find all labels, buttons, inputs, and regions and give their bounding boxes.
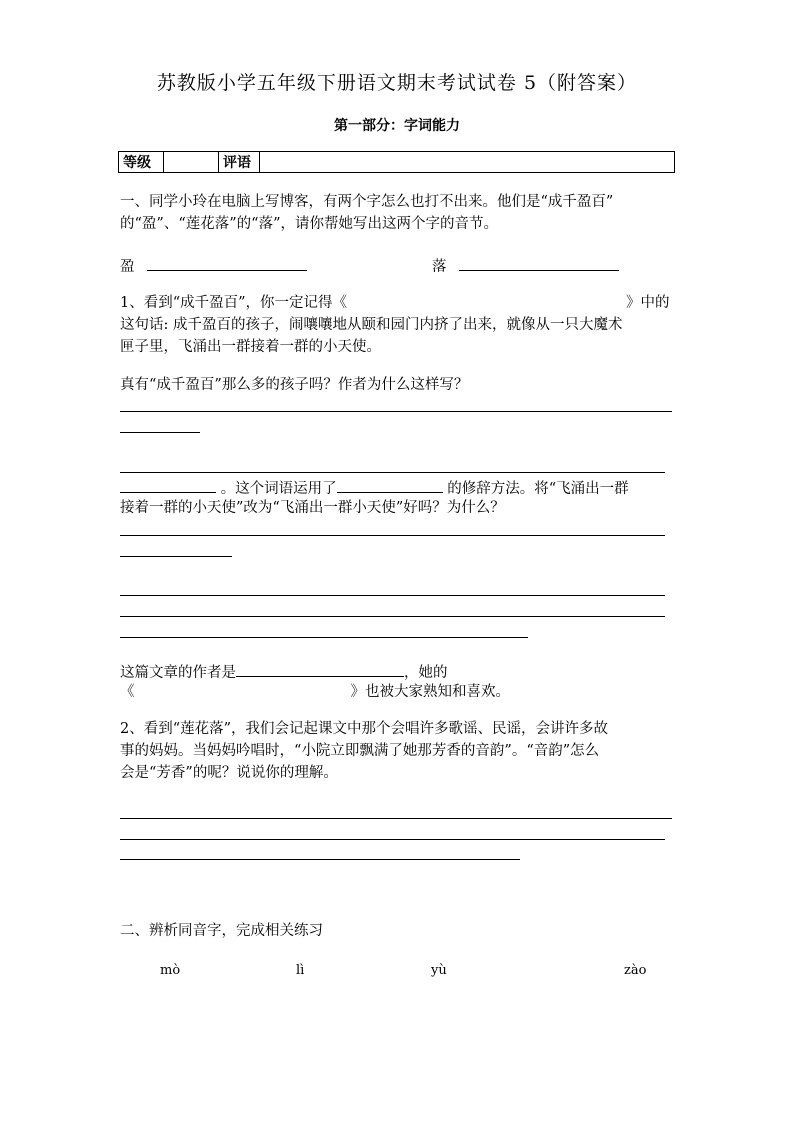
answer-line[interactable] (120, 859, 520, 860)
s1-question: 真有“成千盈百”那么多的孩子吗？作者为什么这样写？ (120, 377, 469, 393)
pinyin-label: lì (296, 963, 305, 978)
pinyin-item-b (432, 254, 619, 278)
page-title: 苏教版小学五年级下册语文期末考试试卷 5（附答案） (156, 72, 638, 94)
s2-line-2: 事的妈妈。当妈妈吟唱时，“小院立即飘满了她那芳香的音韵”。“音韵”怎么 (120, 743, 600, 759)
answer-line[interactable] (120, 818, 672, 819)
grade-label: 等级 (119, 152, 164, 173)
author-blank[interactable] (236, 660, 404, 677)
s1-line-1-start: 1、看到“成千盈百”，你一定记得《 (120, 295, 348, 311)
answer-line[interactable] (120, 411, 672, 412)
author-text-b: ，她的 (404, 665, 448, 681)
s1-work-line (120, 681, 510, 703)
q1-line-1: 一、同学小玲在电脑上写博客，有两个字怎么也打不出来。他们是“成千盈百” (120, 194, 614, 210)
pinyin-label: zào (624, 963, 647, 978)
author-text-a: 这篇文章的作者是 (120, 665, 236, 681)
char-b: 落 (432, 259, 447, 275)
rhetoric-type-blank[interactable] (337, 476, 443, 493)
grade-table (118, 151, 675, 173)
answer-line[interactable] (120, 556, 232, 557)
char-a: 盈 (120, 259, 135, 275)
pinyin-blank-a[interactable] (147, 254, 307, 271)
grade-value-cell[interactable] (164, 152, 219, 173)
q2-heading: 二、辨析同音字，完成相关练习 (120, 923, 323, 939)
s2-line-3: 会是“芳香”的呢？说说你的理解。 (120, 765, 338, 781)
q1-line-2: 的“盈”、“莲花落”的“落”，请你帮她写出这两个字的音节。 (120, 216, 498, 232)
pinyin-blank-b[interactable] (459, 254, 619, 271)
answer-line[interactable] (120, 595, 665, 596)
work-text-a: 《 (120, 684, 135, 700)
s1-line-1-end: 》中的 (626, 295, 670, 311)
comment-value-cell[interactable] (260, 152, 675, 173)
pinyin-label: yù (431, 963, 447, 978)
section-title: 第一部分：字词能力 (334, 118, 460, 134)
s1-line-2: 这句话: 成千盈百的孩子，闹嚷嚷地从颐和园门内挤了出来，就像从一只大魔术 (120, 317, 623, 333)
s1-line-3: 匣子里，飞涌出一群接着一群的小天使。 (120, 339, 381, 355)
answer-line[interactable] (120, 472, 665, 473)
pinyin-label: mò (160, 963, 181, 978)
comment-label: 评语 (219, 152, 260, 173)
answer-line[interactable] (120, 839, 665, 840)
rhetoric-answer-blank[interactable] (120, 476, 216, 493)
s1-rhetoric-line-2: 接着一群的小天使”改为“飞涌出一群小天使”好吗？为什么？ (120, 500, 505, 516)
answer-line[interactable] (120, 637, 528, 638)
rhetoric-text-a: 。这个词语运用了 (220, 481, 337, 497)
pinyin-item-a (120, 254, 307, 278)
s2-line-1: 2、看到“莲花落”，我们会记起课文中那个会唱许多歌谣、民谣，会讲许多故 (120, 721, 609, 737)
answer-line[interactable] (120, 616, 665, 617)
work-text-b: 》也被大家熟知和喜欢。 (350, 684, 510, 700)
rhetoric-text-b: 的修辞方法。将“飞涌出一群 (447, 481, 629, 497)
answer-line[interactable] (120, 432, 200, 433)
answer-line[interactable] (120, 535, 665, 536)
